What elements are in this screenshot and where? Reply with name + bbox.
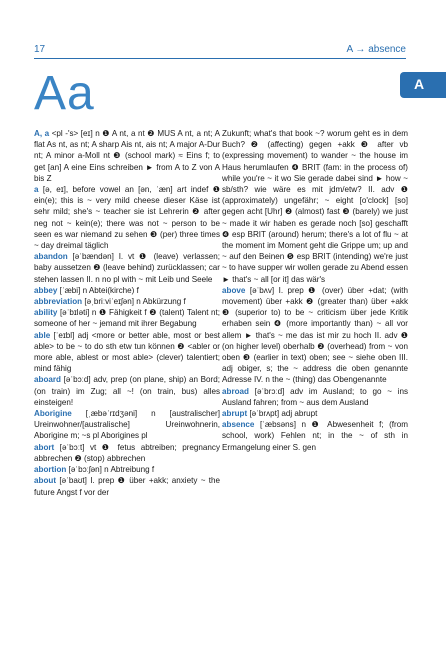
headword: aboard bbox=[34, 375, 61, 385]
entry-text: [əˈbændən] I. vt ❶ (leave) verlassen; baby aussetzen ❷ (leave behind) zurücklassen; car stehen lassen II. n no pl with ~ mit Leib und Seele bbox=[34, 252, 220, 284]
dictionary-entry bbox=[34, 251, 220, 285]
headword: able bbox=[34, 330, 51, 340]
entry-text: [əˈbɪləti] n ❶ Fähigkeit f ❷ (talent) Talent nt; someone of her ~ jemand mit ihrer Begabung bbox=[34, 308, 221, 329]
dictionary-entry bbox=[34, 475, 220, 497]
headword: abbey bbox=[34, 285, 58, 295]
dictionary-entry bbox=[34, 442, 220, 464]
dictionary-entry bbox=[34, 285, 220, 296]
entry-text: [ˈeɪbl] adj <more or better able, most or best able> to be ~ to do sth etw tun können ❷ <abler or more able, ablest or most able> (clever) talentiert; mind fähig bbox=[34, 330, 221, 374]
dictionary-entry bbox=[222, 419, 408, 453]
dictionary-entry bbox=[34, 128, 220, 184]
headword: Aborigine bbox=[34, 409, 72, 419]
headword: absence bbox=[222, 420, 255, 430]
headword: a bbox=[34, 185, 39, 195]
entry-text: Zukunft; what's that book ~? worum geht es in dem Buch? ❷ (affecting) gegen +akk ❸ after vb (expressing movement) to wander ~ the house im Haus herumlaufen ❹ BRIT (fam: in the process of) while you're ~ it wo Sie gerade dabei sind ► how ~ sb/sth? wie wäre es mit jdm/etw? II. adv ❶ (approximately) ungefähr; ~ eight [o'clock] [so] gegen acht [Uhr] ❷ (almost) fast ❸ (barely) we just ~ made it wir haben es gerade noch [so] geschafft ❹ esp BRIT (around) herum; there's a lot of flu ~ at the moment im Moment geht die Grippe um; up and ~ auf den Beinen ❺ esp BRIT (intending) we're just ~ to have supper wir wollen gerade zu Abend essen ► that's ~ all [or it] das wär's bbox=[222, 129, 408, 284]
entry-text: [əˈbʌv] I. prep ❶ (over) über +dat; (with movement) über +akk ❷ (greater than) über +akk ❸ (superior to) to be ~ criticism über jede Kritik erhaben sein ❹ (more importantly than) ~ all vor allem ► that's ~ me das ist mir zu hoch II. adv ❶ (on higher level) oberhalb ❷ (overhead) from ~ von oben ❸ (earlier in text) oben; see ~ siehe oben III. adj obiger, s; the ~ address die oben genannte Adresse IV. n the ~ (thing) das Obengenannte bbox=[222, 285, 409, 385]
page-number: 17 bbox=[34, 44, 46, 55]
entry-text: [əˈbaʊt] I. prep ❶ über +akk; anxiety ~ the future Angst f vor der bbox=[34, 476, 221, 497]
headword: ability bbox=[34, 308, 58, 318]
dictionary-entry bbox=[222, 408, 408, 419]
entry-text: [əˈbɔːʃən] n Abtreibung f bbox=[68, 465, 155, 475]
entry-text: [ˈæbsəns] n ❶ Abwesenheit f; (from school, work) Fehlen nt; in the ~ of sth in Ermangelung einer S. gen bbox=[222, 420, 408, 452]
entry-text: [ˌæbəˈrɪdʒəni] n [australischer] Ureinwohner/[australische] Ureinwohnerin, Aborigine m; ~s pl Aborigines pl bbox=[34, 409, 220, 441]
dictionary-entry bbox=[34, 330, 220, 375]
thumb-tab[interactable] bbox=[400, 72, 446, 98]
headword: about bbox=[34, 476, 57, 486]
entry-text: <pl -'s> [eɪ] n ❶ A nt, a nt ❷ MUS A nt, a nt; A flat As nt, as nt; A sharp Ais nt, ais nt; A major A-Dur nt; A minor a-Moll nt ❸ (school mark) ≈ Eins f; to get [an] A eine Eins schreiben ► from A to Z von A bis Z bbox=[34, 129, 220, 183]
headword: abbreviation bbox=[34, 297, 83, 307]
dictionary-entry bbox=[222, 386, 408, 408]
right-column bbox=[222, 128, 408, 453]
dictionary-entry bbox=[34, 374, 220, 408]
entry-text: [əˈbrɔːd] adv im Ausland; to go ~ ins Ausland fahren; from ~ aus dem Ausland bbox=[222, 386, 408, 407]
headword: abortion bbox=[34, 465, 67, 475]
headword: abort bbox=[34, 442, 55, 452]
entry-text: [ˈæbi] n Abtei(kirche) f bbox=[59, 285, 139, 295]
dictionary-entry bbox=[222, 285, 408, 386]
dictionary-entry bbox=[34, 296, 220, 307]
thumb-tab-letter: A bbox=[414, 76, 425, 92]
dictionary-entry bbox=[34, 184, 220, 251]
headword: abroad bbox=[222, 386, 249, 396]
entry-text: [əˌbriːviˈeɪʃən] n Abkürzung f bbox=[84, 297, 186, 307]
entry-text: [əˈbɔːt] vt ❶ fetus abtreiben; pregnancy abbrechen ❷ (stop) abbrechen bbox=[34, 442, 220, 463]
headword: abrupt bbox=[222, 409, 248, 419]
section-letters: Aa bbox=[34, 67, 95, 120]
headword: abandon bbox=[34, 252, 68, 262]
left-column bbox=[34, 128, 220, 498]
headword: A, a bbox=[34, 129, 50, 138]
dictionary-entry bbox=[222, 128, 408, 285]
header-rule bbox=[34, 58, 406, 59]
dictionary-entry bbox=[34, 408, 220, 442]
running-head: A → absence bbox=[346, 44, 406, 55]
dictionary-entry bbox=[34, 464, 220, 475]
entry-text: [ə, eɪ], before vowel an [ən, ˈæn] art indef ❶ ein(e); this is ~ very mild cheese dieser Käse ist sehr mild; she's ~ teacher sie ist Lehrerin ❷ after neg not ~ kein(e); there was not ~ person to be seen es war niemand zu sehen ❸ (per) three times ~ day dreimal täglich bbox=[34, 185, 221, 251]
dictionary-entry bbox=[34, 307, 220, 329]
entry-text: [əˈbɔːd] adv, prep (on plane, ship) an Bord; (on train) im Zug; all ~! (on train, bus) alles einsteigen! bbox=[34, 375, 220, 407]
entry-text: [əˈbrʌpt] adj abrupt bbox=[249, 409, 318, 419]
headword: above bbox=[222, 285, 246, 295]
